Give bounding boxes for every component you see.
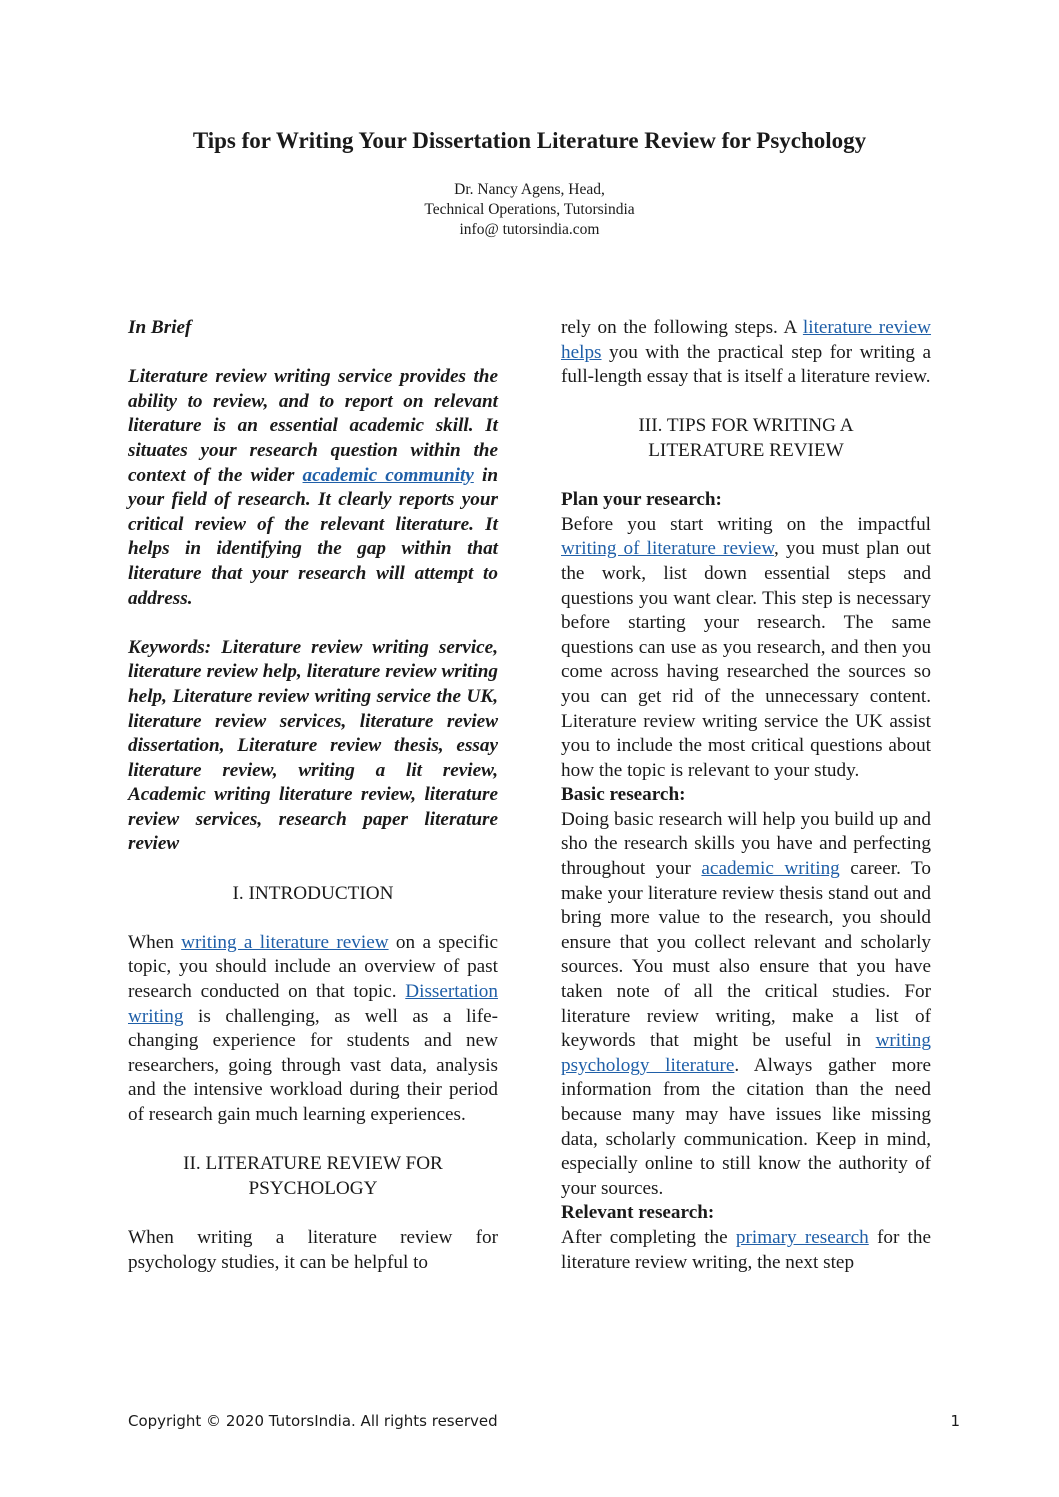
basic-text-2: career. To make your literature review thesis stand out and bring more value to the research, you should ensure that you collect relevant and scholarly sources. You must also ensure that you have taken note of all the critical studies. For literature review writing, make a list of keywords that might be useful in: [561, 858, 932, 1052]
basic-text-1: Doing basic research will help you build up and sho the research skills you have and perfecting throughout your: [561, 808, 931, 880]
intro-text-2: on a specific topic, you should include an overview of past research conducted on that topic.: [128, 931, 498, 1003]
tips-heading-line2: LITERATURE REVIEW: [648, 439, 844, 461]
basic-research-heading: Basic research:: [561, 784, 686, 806]
section-heading-introduction: I. INTRODUCTION: [232, 882, 394, 904]
keywords: Keywords: Literature review writing service, literature review help, literature review writing help, Literature review writing service the UK, literature review services, literature review dissertation, Literature review thesis, essay literature review, writing a lit review, Academic writing literature review, literature review services, research paper literature review: [128, 636, 498, 855]
author-name: Dr. Nancy Agens, Head,: [454, 181, 605, 198]
brief-text-2: in your field of research. It clearly reports your critical review of the relevant literature. It helps in identifying the gap within that literature that your research will attempt to address.: [128, 464, 498, 609]
basic-text-3: . Always gather more information from the citation than the need because many may have issues like missing data, scholarly communication. Keep in mind, especially online to still know the authority of your sources.: [561, 1054, 931, 1199]
literature-review-paragraph-cont: rely on the following steps. A literature review helps you with the practical step for writing a full-length essay that is itself a literature review.: [561, 317, 932, 388]
rel-text-2: for the literature review writing, the next step: [561, 1226, 931, 1273]
brief-heading: In Brief: [128, 317, 192, 338]
section-heading-tips: [561, 414, 931, 463]
author-email: info@ tutorsindia.com: [459, 221, 600, 238]
page-number: 1: [950, 1412, 960, 1430]
relevant-research-paragraph: [561, 1226, 931, 1275]
plan-research-heading: Plan your research:: [561, 489, 722, 511]
author-affiliation: Technical Operations, Tutorsindia: [424, 201, 635, 218]
tips-heading-line1: III. TIPS FOR WRITING A: [638, 415, 854, 437]
relevant-research-heading: Relevant research:: [561, 1202, 715, 1224]
lit-heading-line1: II. LITERATURE REVIEW FOR: [183, 1153, 443, 1175]
brief-abstract: [128, 365, 498, 611]
academic-community-link[interactable]: academic community: [302, 464, 474, 486]
introduction-paragraph: [128, 931, 498, 1128]
dissertation-writing-link[interactable]: Dissertation writing: [128, 981, 498, 1027]
lit-text-2: you with the practical step for writing a full-length essay that is itself a literature review.: [561, 341, 931, 388]
literature-review-helps-link[interactable]: literature review helps: [561, 317, 932, 363]
writing-psychology-literature-link[interactable]: writing psychology literature: [561, 1030, 931, 1076]
basic-research-paragraph: [561, 808, 931, 1202]
plan-text-1: Before you start writing on the impactful: [561, 513, 931, 535]
rel-text-1: After completing the: [561, 1226, 736, 1248]
author-block: [0, 180, 1059, 240]
intro-text-1: When: [128, 931, 182, 953]
brief-text-1: Literature review writing service provides the ability to review, and to report on relevant literature is an essential academic skill. It situates your research question within the context of the wider: [128, 366, 498, 486]
paper-title: Tips for Writing Your Dissertation Literature Review for Psychology: [192, 128, 867, 153]
lit-heading-line2: PSYCHOLOGY: [248, 1177, 378, 1199]
right-column: [561, 316, 931, 1275]
section-heading-literature-review: [128, 1152, 498, 1201]
literature-review-paragraph-start: When writing a literature review for psychology studies, it can be helpful to: [128, 1226, 498, 1273]
plan-research-paragraph: [561, 513, 931, 784]
left-column: [128, 316, 498, 1275]
plan-text-2: , you must plan out the work, list down essential steps and questions you want clear. This step is necessary before starting your research. The same questions can use as you research, and then you come across having researched the sources so you can get rid of the unnecessary content. Literature review writing service the UK assist you to include the most critical questions about how the topic is relevant to your study.: [561, 538, 931, 781]
primary-research-link[interactable]: primary research: [735, 1226, 869, 1248]
academic-writing-link[interactable]: academic writing: [701, 858, 840, 880]
writing-of-literature-review-link[interactable]: writing of literature review: [561, 538, 775, 560]
copyright-notice: Copyright © 2020 TutorsIndia. All rights reserved: [128, 1412, 498, 1430]
writing-literature-review-link[interactable]: writing a literature review: [181, 931, 389, 953]
intro-text-3: is challenging, as well as a life-changing experience for students and new researchers, going through vast data, analysis and the intensive workload during their period of research gain much learning experiences.: [128, 1005, 498, 1125]
